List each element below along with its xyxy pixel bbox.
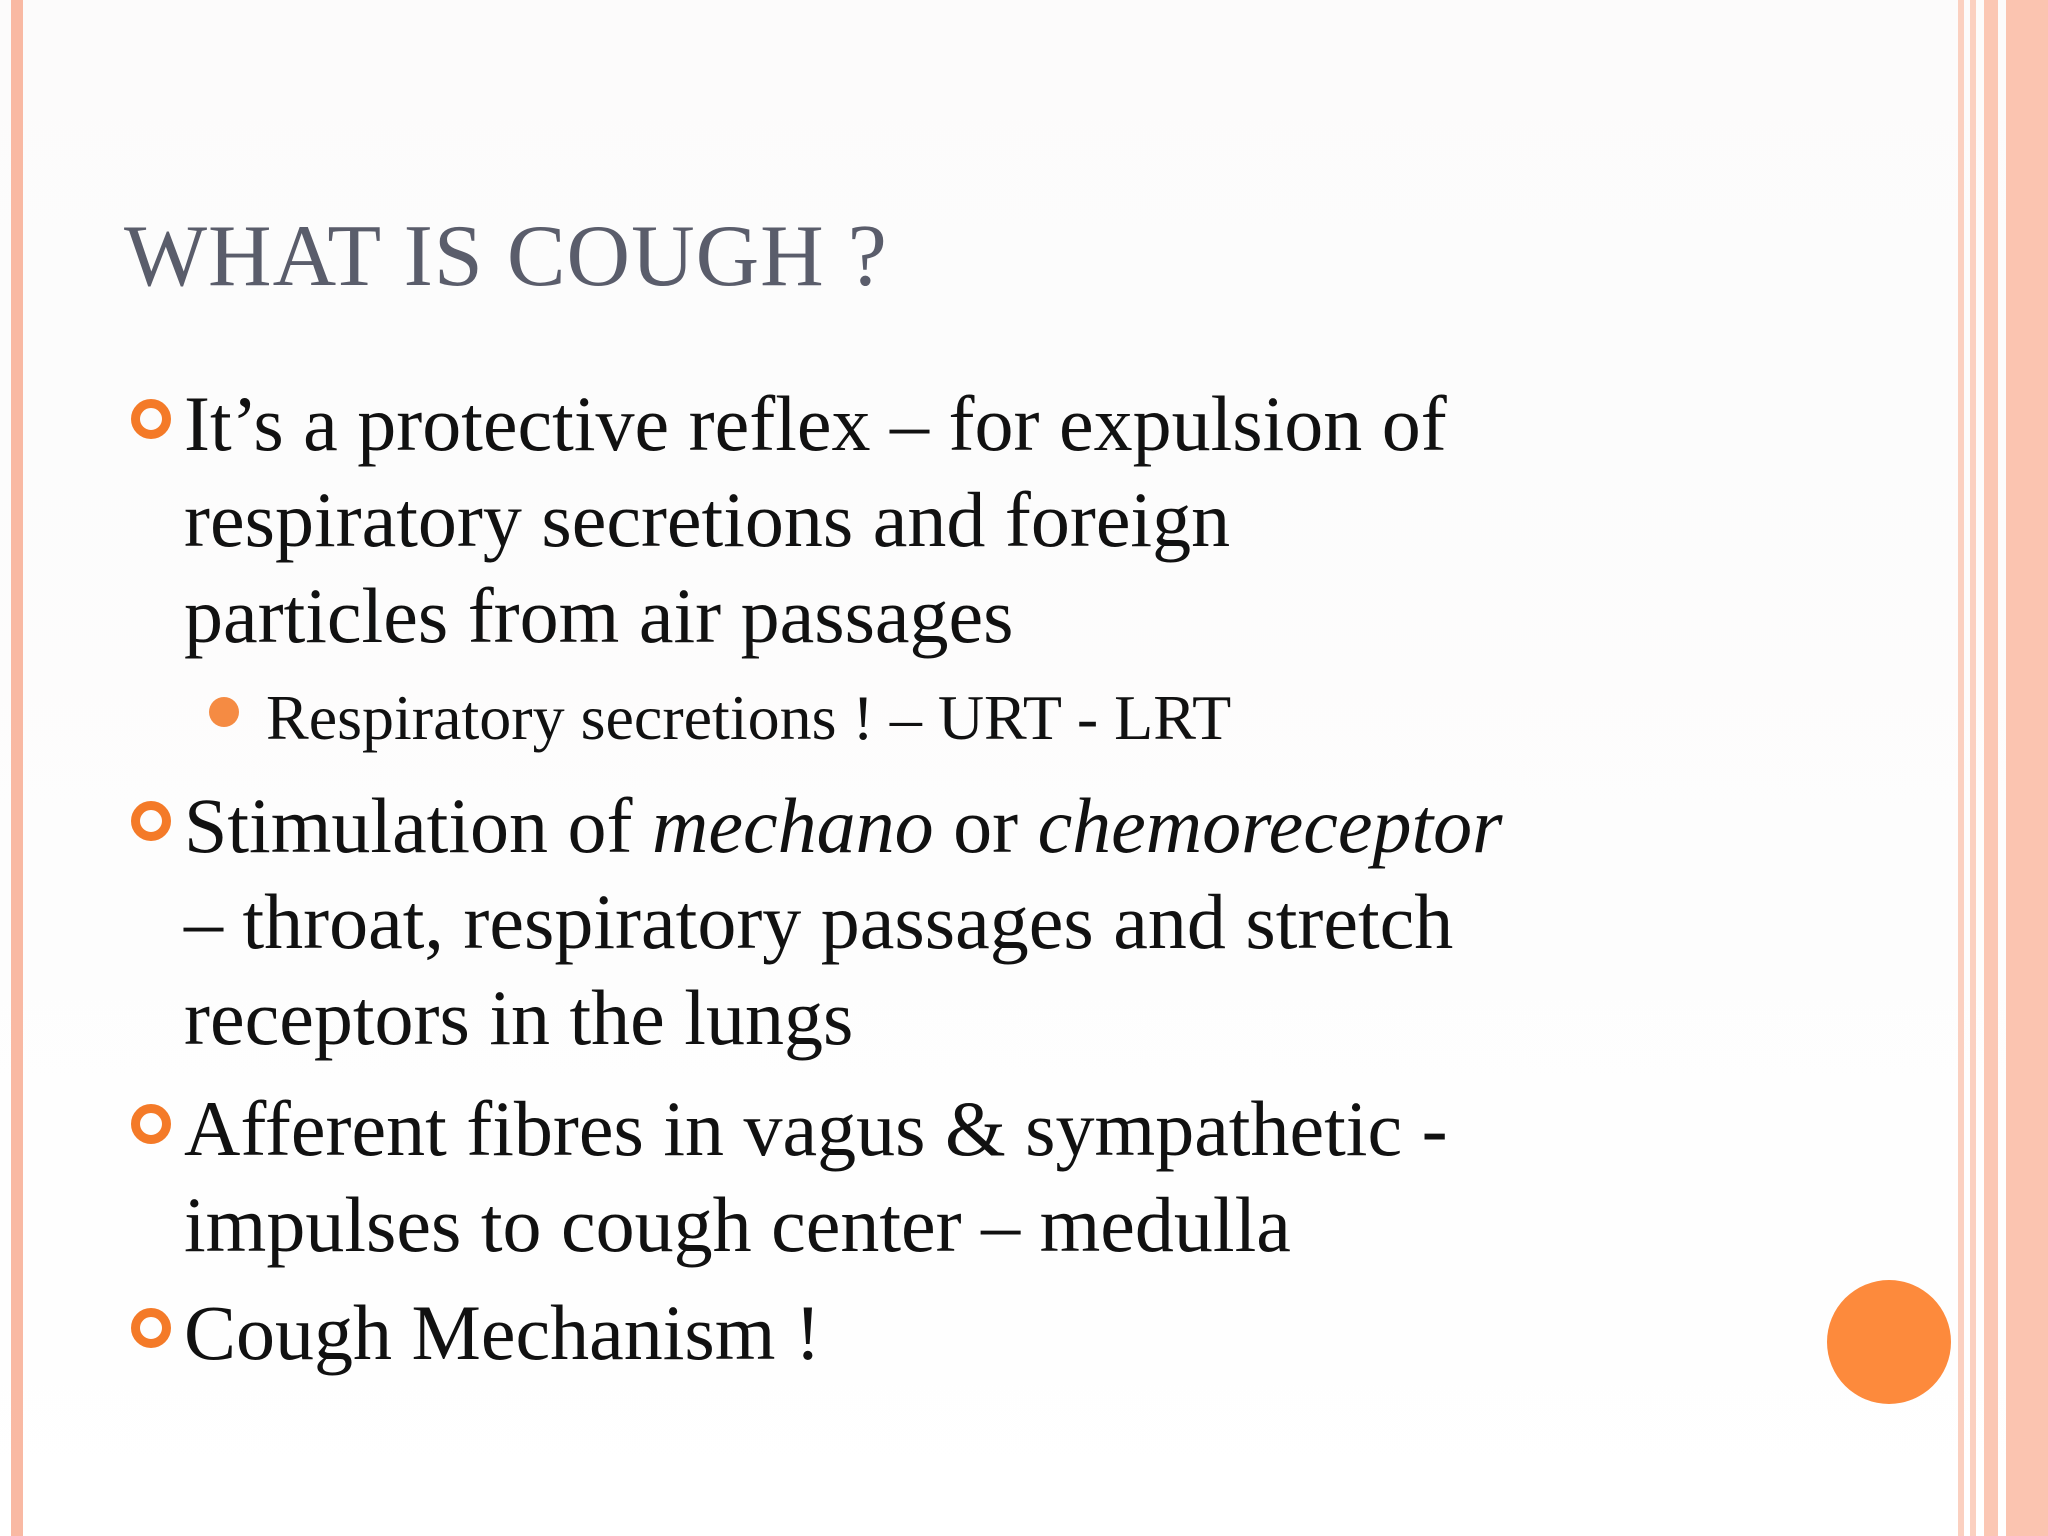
bullet-item [184, 376, 1764, 664]
bullet-circle-icon [131, 1308, 171, 1348]
bullet-line [184, 778, 1764, 874]
italic-term: chemoreceptor [1037, 782, 1503, 869]
bullet-line: respiratory secretions and foreign [184, 476, 1231, 563]
bullet-circle-icon [131, 1104, 171, 1144]
slide-title: WHAT IS COUGH ? [124, 208, 888, 305]
text-run: Stimulation of [184, 782, 652, 869]
bullet-line: It’s a protective reflex – for expulsion of [184, 380, 1447, 467]
bullet-line: particles from air passages [184, 572, 1014, 659]
bullet-circle-icon [131, 801, 171, 841]
bullet-line: Cough Mechanism ! [184, 1289, 821, 1376]
sub-bullet-dot-icon [209, 697, 239, 727]
italic-term: mechano [652, 782, 934, 869]
orange-circle-decoration-icon [1827, 1280, 1951, 1404]
text-run: or [933, 782, 1038, 869]
sub-bullet-item: Respiratory secretions ! – URT - LRT [266, 682, 1232, 753]
bullet-line: receptors in the lungs [184, 974, 854, 1061]
bullet-circle-icon [131, 399, 171, 439]
bullet-line: impulses to cough center – medulla [184, 1181, 1291, 1268]
bullet-line: Afferent fibres in vagus & sympathetic - [184, 1085, 1448, 1172]
bullet-item [184, 1285, 1764, 1381]
bullet-item [184, 1081, 1764, 1273]
bullet-line: – throat, respiratory passages and stretch [184, 878, 1454, 965]
bullet-item [184, 778, 1764, 1066]
